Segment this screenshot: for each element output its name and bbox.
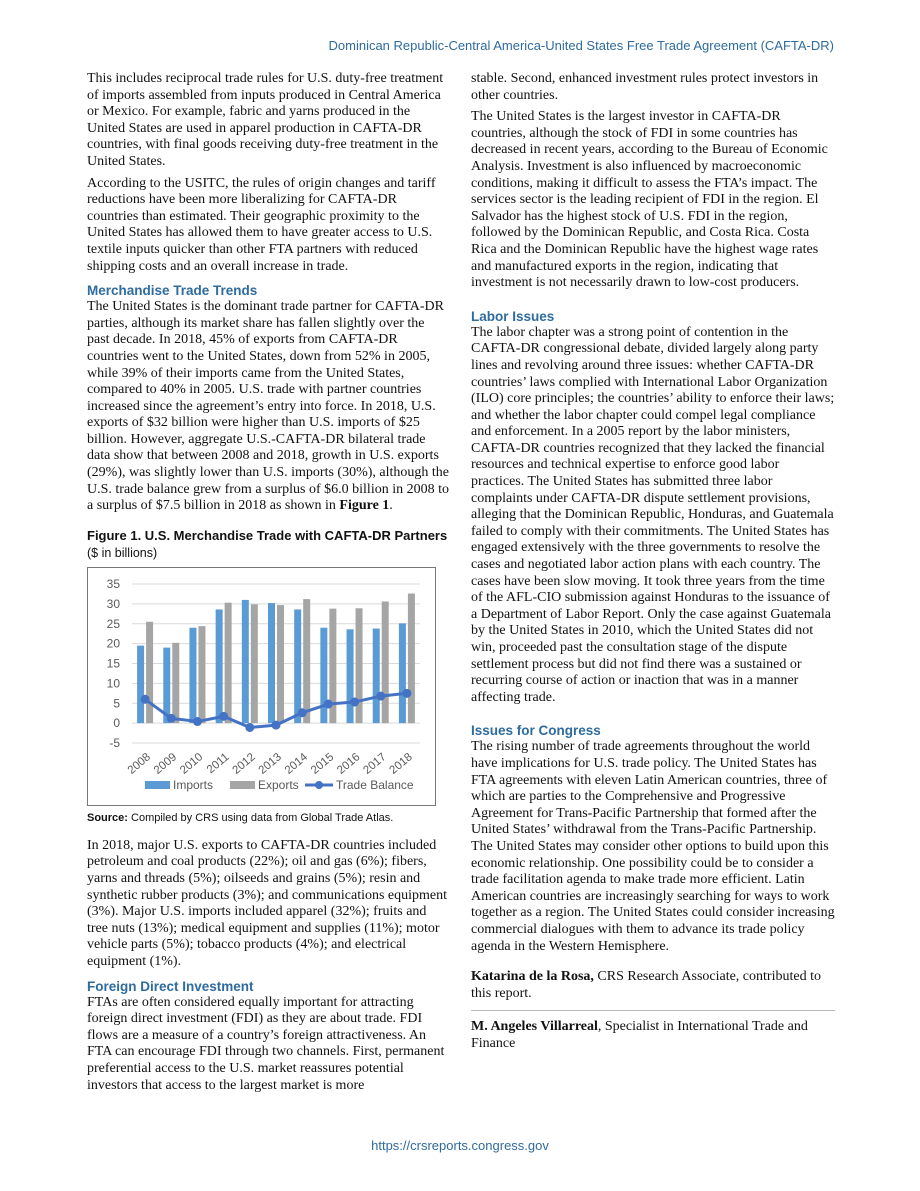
point-trade-balance: [376, 691, 385, 700]
bar-exports: [277, 605, 284, 723]
bar-exports: [303, 599, 310, 723]
section-heading-congress: Issues for Congress: [471, 723, 601, 739]
figure-title: Figure 1. U.S. Merchandise Trade with CAFTA-DR Partners: [87, 527, 448, 543]
paragraph: According to the USITC, the rules of origin changes and tariff reductions have been more liberalizing for CAFTA-DR countries than estimated. Their geographic proximity to the United States has allowed them to have greater access to U.S. textile inputs quicker than other FTA partners with reduced shipping costs and an overall increase in trade.: [87, 175, 436, 274]
bar-imports: [320, 628, 327, 723]
chart-frame: [87, 567, 436, 806]
point-trade-balance: [219, 712, 228, 721]
x-tick-label: 2017: [361, 750, 389, 777]
source-label: Source:: [87, 811, 128, 824]
legend-label-balance: Trade Balance: [336, 777, 414, 792]
section-heading-merchandise: Merchandise Trade Trends: [87, 283, 258, 299]
y-tick-label: 25: [106, 616, 120, 631]
y-tick-label: 10: [106, 676, 120, 691]
bar-exports: [198, 626, 205, 723]
paragraph: FTAs are often considered equally important for attracting foreign direct investment (FDI) as they are about trade. FDI flows are a measure of a country’s foreign attractiveness. An FTA can encourage FDI through two channels. First, permanent preferential access to the U.S. market reassures potential investors that access to the largest market is more: [87, 994, 445, 1093]
paragraph-text: The United States is the dominant trade partner for CAFTA-DR parties, although its market share has fallen slightly over the past decade. In 2018, 45% of exports from CAFTA-DR countries went to the United States, down from 52% in 2005, while 39% of their imports came from the United States, compared to 40% in 2005. U.S. trade with partner countries increased since the agreement’s entry into force. In 2018, U.S. exports of $32 billion were higher than U.S. imports of $25 billion. However, aggregate U.S.-CAFTA-DR bilateral trade data show that between 2008 and 2018, growth in U.S. exports (29%), was slightly lower than U.S. imports (30%), although the U.S. trade balance grew from a surplus of $6.0 billion in 2008 to a surplus of $7.5 billion in 2018 as shown in: [87, 299, 450, 514]
figure-source: [87, 812, 450, 824]
bar-exports: [225, 603, 232, 723]
figure-reference[interactable]: Figure 1: [339, 498, 390, 514]
y-tick-label: -5: [109, 735, 120, 750]
point-trade-balance: [324, 699, 333, 708]
contributor-note: [471, 969, 835, 1002]
author-name: M. Angeles Villarreal: [471, 1019, 598, 1035]
point-trade-balance: [245, 723, 254, 732]
y-tick-label: 35: [106, 576, 120, 591]
running-header: Dominican Republic-Central America-United States Free Trade Agreement (CAFTA-DR): [328, 38, 834, 53]
bar-imports: [399, 623, 406, 723]
left-column: [87, 71, 450, 1099]
bar-imports: [242, 600, 249, 723]
point-trade-balance: [193, 717, 202, 726]
contributor-name: Katarina de la Rosa,: [471, 969, 594, 985]
author-note: [471, 1019, 835, 1052]
bar-exports: [251, 604, 258, 723]
paragraph: [87, 299, 450, 515]
x-tick-label: 2011: [204, 750, 232, 777]
legend-label-imports: Imports: [173, 777, 214, 792]
bar-imports: [294, 609, 301, 723]
y-tick-label: 5: [113, 696, 120, 711]
bar-exports: [146, 622, 153, 723]
x-tick-label: 2010: [178, 750, 206, 777]
y-tick-label: 0: [113, 715, 120, 730]
section-heading-labor: Labor Issues: [471, 308, 555, 324]
paragraph-end: .: [389, 498, 393, 514]
legend-swatch-exports: [230, 781, 255, 789]
point-trade-balance: [167, 714, 176, 723]
paragraph: The rising number of trade agreements throughout the world have implications for U.S. trade policy. The United States has FTA agreements with eleven Latin American countries, three of which are parties to the Comprehensive and Progressive Agreement for Trans-Pacific Partnership that formed after the United States’ withdrawal from the Trans-Pacific Partnership. The United States may consider other options to build upon this economic relationship. One possibility could be to consider a trade facilitation agenda to make trade more efficient. Latin American countries are increasingly searching for ways to work together as a region. The United States could consider increasing commercial dialogues with them to advance its trade policy agenda in the Western Hemisphere.: [471, 739, 835, 954]
footer-url[interactable]: https://crsreports.congress.gov: [371, 1138, 549, 1153]
author-title: , Specialist in International Trade and Finance: [471, 1019, 808, 1051]
paragraph: This includes reciprocal trade rules for U.S. duty-free treatment of imports assembled from inputs produced in Central America or Mexico. For example, fabric and yarns produced in the United States are used in apparel production in CAFTA-DR countries, with final goods receiving duty-free treatment in the United States.: [87, 71, 444, 169]
y-tick-label: 20: [106, 636, 120, 651]
bar-imports: [216, 609, 223, 723]
paragraph: In 2018, major U.S. exports to CAFTA-DR countries included petroleum and coal products (22%); oil and gas (6%); fibers, yarns and threads (5%); oilseeds and grains (5%); resin and synthetic rubber products (3%); and communications equipment (3%). Major U.S. imports included apparel (32%); fruits and tree nuts (13%); medical equipment and supplies (11%); motor vehicle parts (5%); tobacco products (4%); and electrical equipment (1%).: [87, 837, 448, 969]
right-column: [471, 71, 835, 1057]
paragraph: The labor chapter was a strong point of contention in the CAFTA-DR congressional debate, divided largely along party lines and revolving around three issues: whether CAFTA-DR countries’ laws complied with International Labor Organization (ILO) core principles; the countries’ ability to enforce their laws; and whether the labor chapter could compel legal compliance and enforcement. In a 2005 report by the labor ministers, CAFTA-DR countries recognized that they lacked the financial resources and technical expertise to enforce good labor practices. The United States has submitted three labor complaints under CAFTA-DR dispute settlement provisions, alleging that the Dominican Republic, Honduras, and Guatemala failed to comply with their commitments. The United States has engaged extensively with the three governments to resolve the cases and negotiated labor action plans with each country. The cases have been slow moving. It took three years from the time of the AFL-CIO submission against Honduras to the issuance of a Department of Labor Report. Only the case against Guatemala by the United States in 2010, which the United States did not win, proceeded past the consultation stage of the dispute settlement process but did not find there was a sustained or recurring course of action or inaction that was in a manner affecting trade.: [471, 324, 835, 705]
point-trade-balance: [350, 697, 359, 706]
bar-imports: [189, 628, 196, 723]
x-tick-label: 2014: [282, 750, 311, 777]
point-trade-balance: [402, 689, 411, 698]
divider: [471, 1010, 835, 1011]
x-tick-label: 2015: [308, 750, 337, 777]
point-trade-balance: [141, 695, 150, 704]
trade-chart: [88, 568, 435, 805]
paragraph: stable. Second, enhanced investment rules protect investors in other countries.: [471, 71, 819, 103]
x-tick-label: 2009: [151, 750, 180, 777]
bar-imports: [137, 645, 144, 723]
legend-label-exports: Exports: [258, 777, 299, 792]
contributor-text: CRS Research Associate, contributed to this report.: [471, 969, 821, 1001]
source-text: Compiled by CRS using data from Global Trade Atlas.: [127, 811, 394, 824]
point-trade-balance: [272, 720, 281, 729]
x-tick-label: 2012: [230, 750, 258, 777]
paragraph: The United States is the largest investor in CAFTA-DR countries, although the stock of FDI in some countries has decreased in recent years, according to the Bureau of Economic Analysis. Investment is also influenced by macroeconomic conditions, making it difficult to assess the FTA’s impact. The services sector is the leading recipient of FDI in the region. El Salvador has the highest stock of U.S. FDI in the region, followed by the Dominican Republic, and Costa Rica. Costa Rica and the Dominican Republic have the highest wage rates and manufactured exports in the region, indicating that investment is not necessarily drawn to low-cost producers.: [471, 109, 828, 291]
x-tick-label: 2008: [125, 750, 154, 777]
bar-exports: [382, 601, 389, 723]
figure-subtitle: ($ in billions): [87, 545, 158, 560]
x-tick-label: 2016: [335, 750, 363, 777]
bar-imports: [347, 629, 354, 723]
bar-exports: [408, 593, 415, 723]
bar-imports: [268, 603, 275, 723]
section-heading-fdi: Foreign Direct Investment: [87, 978, 254, 994]
bar-exports: [172, 643, 179, 723]
y-tick-label: 30: [106, 596, 120, 611]
bar-imports: [373, 628, 380, 723]
x-tick-label: 2013: [256, 750, 284, 777]
legend-swatch-imports: [145, 781, 170, 789]
legend-marker-balance: [315, 781, 323, 789]
x-tick-label: 2018: [387, 750, 415, 777]
y-tick-label: 15: [106, 656, 120, 671]
point-trade-balance: [298, 708, 307, 717]
